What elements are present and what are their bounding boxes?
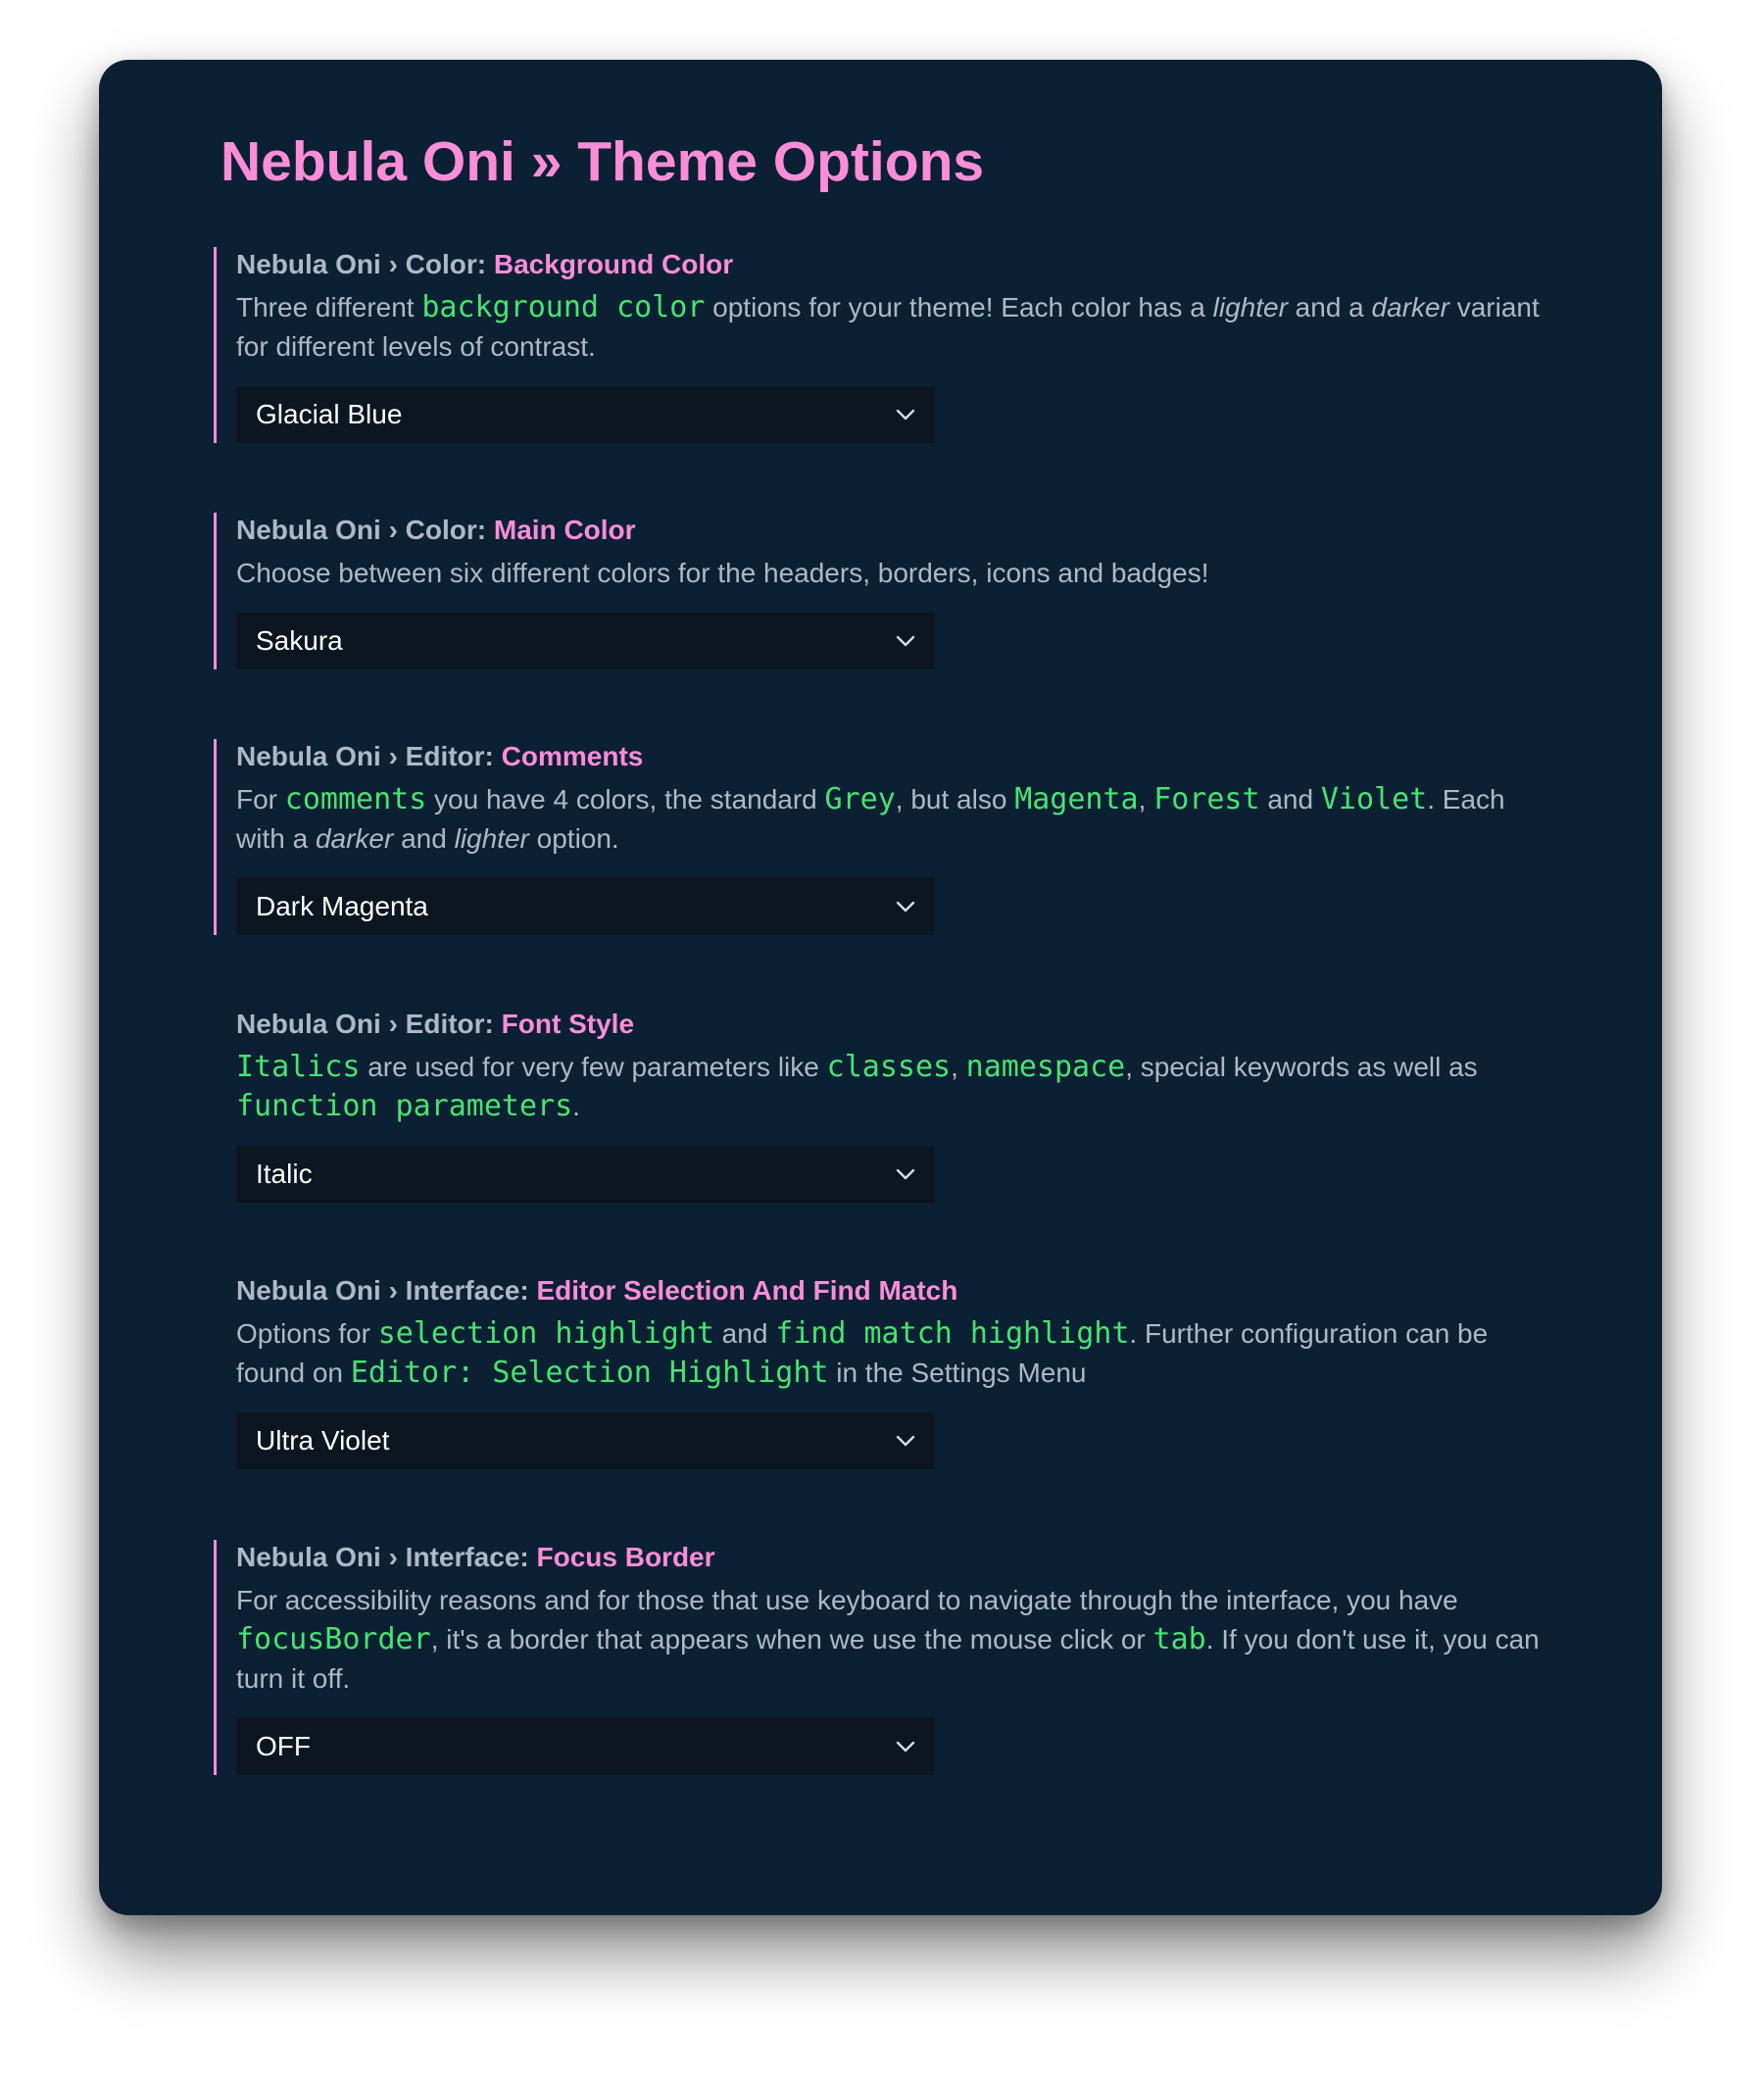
setting-category: Nebula Oni › Color: xyxy=(236,249,494,279)
desc-emphasis: darker xyxy=(1371,292,1449,322)
desc-text: and xyxy=(1259,784,1321,815)
chevron-down-icon xyxy=(894,895,917,918)
setting-name: Focus Border xyxy=(536,1542,715,1572)
desc-code: selection highlight xyxy=(377,1316,714,1351)
setting-description xyxy=(236,288,1549,367)
desc-text: , xyxy=(951,1052,966,1082)
desc-text: option. xyxy=(528,823,619,854)
desc-code: comments xyxy=(284,782,427,816)
desc-text: . If you don't use it, you can turn it off. xyxy=(236,1624,1540,1694)
setting-title xyxy=(236,1273,1546,1309)
setting-title xyxy=(236,1007,1546,1042)
setting-category: Nebula Oni › Interface: xyxy=(236,1542,537,1572)
desc-emphasis: lighter xyxy=(1212,292,1288,322)
desc-text: Options for xyxy=(236,1318,378,1349)
setting-background-color xyxy=(214,247,1546,443)
chevron-down-icon xyxy=(894,1429,917,1453)
setting-description xyxy=(236,780,1549,859)
settings-window xyxy=(99,60,1662,1915)
setting-category: Nebula Oni › Interface: xyxy=(236,1275,537,1306)
desc-text: . Further configuration can be found on xyxy=(236,1318,1489,1388)
desc-text: are used for very few parameters like xyxy=(360,1052,827,1082)
desc-text: you have 4 colors, the standard xyxy=(426,784,825,815)
desc-code: tab xyxy=(1152,1622,1206,1656)
desc-text: . xyxy=(572,1091,580,1121)
chevron-down-icon xyxy=(894,1735,917,1758)
desc-emphasis: lighter xyxy=(454,823,529,854)
focus-border-dropdown[interactable] xyxy=(236,1718,935,1775)
setting-focus-border xyxy=(214,1540,1546,1775)
chevron-down-icon xyxy=(894,629,917,653)
desc-code: namespace xyxy=(965,1050,1126,1084)
desc-code: background color xyxy=(421,290,706,324)
setting-category: Nebula Oni › Editor: xyxy=(236,741,502,771)
background-color-dropdown[interactable] xyxy=(236,386,935,443)
main-color-dropdown[interactable] xyxy=(236,613,935,669)
dropdown-value: Glacial Blue xyxy=(256,399,403,429)
setting-comments xyxy=(214,739,1546,935)
desc-text: in the Settings Menu xyxy=(828,1358,1087,1388)
setting-name: Main Color xyxy=(493,515,636,545)
dropdown-value: Sakura xyxy=(256,625,343,656)
desc-code: function parameters xyxy=(236,1089,573,1123)
desc-emphasis: darker xyxy=(315,823,394,854)
desc-text: Three different xyxy=(236,292,422,322)
chevron-down-icon xyxy=(894,1162,917,1186)
page-title: Nebula Oni » Theme Options xyxy=(220,130,985,193)
setting-title xyxy=(236,1540,1546,1575)
setting-font-style xyxy=(214,1007,1546,1203)
desc-code: Editor: Selection Highlight xyxy=(350,1356,829,1390)
setting-description xyxy=(236,554,1549,593)
chevron-down-icon xyxy=(894,403,917,426)
setting-category: Nebula Oni › Editor: xyxy=(236,1009,502,1039)
desc-text: . Each with a xyxy=(236,784,1505,854)
desc-code: classes xyxy=(826,1050,952,1084)
desc-text: , it's a border that appears when we use the mouse click or xyxy=(430,1624,1153,1654)
comments-dropdown[interactable] xyxy=(236,878,935,935)
setting-description xyxy=(236,1048,1549,1126)
desc-text: For xyxy=(236,784,285,815)
font-style-dropdown[interactable] xyxy=(236,1146,935,1203)
setting-title xyxy=(236,513,1546,548)
desc-code: Violet xyxy=(1320,782,1428,816)
desc-text: options for your theme! Each color has a xyxy=(705,292,1213,322)
desc-text: and xyxy=(713,1318,776,1349)
setting-name: Editor Selection And Find Match xyxy=(536,1275,958,1306)
desc-text: , but also xyxy=(895,784,1015,815)
dropdown-value: OFF xyxy=(256,1731,311,1761)
dropdown-value: Italic xyxy=(256,1159,313,1189)
setting-title xyxy=(236,739,1546,774)
setting-title xyxy=(236,247,1546,282)
setting-description xyxy=(236,1581,1549,1699)
desc-text: and xyxy=(393,823,455,854)
dropdown-value: Ultra Violet xyxy=(256,1425,390,1456)
setting-name: Background Color xyxy=(493,249,734,279)
setting-editor-selection xyxy=(214,1273,1546,1469)
setting-category: Nebula Oni › Color: xyxy=(236,515,494,545)
setting-name: Font Style xyxy=(501,1009,635,1039)
desc-text: variant for different levels of contrast. xyxy=(236,292,1540,362)
desc-code: Magenta xyxy=(1014,782,1139,816)
desc-text: For accessibility reasons and for those that use keyboard to navigate through the interface, you have xyxy=(236,1585,1458,1615)
desc-text: , xyxy=(1138,784,1154,815)
editor-selection-dropdown[interactable] xyxy=(236,1412,935,1469)
desc-text: Choose between six different colors for the headers, borders, icons and badges! xyxy=(236,558,1209,588)
setting-description xyxy=(236,1314,1549,1393)
desc-code: Forest xyxy=(1153,782,1260,816)
setting-main-color xyxy=(214,513,1546,669)
desc-text: , special keywords as well as xyxy=(1125,1052,1478,1082)
desc-code: focusBorder xyxy=(236,1622,431,1656)
setting-name: Comments xyxy=(501,741,644,771)
desc-code: Grey xyxy=(824,782,896,816)
dropdown-value: Dark Magenta xyxy=(256,891,428,921)
desc-text: and a xyxy=(1287,292,1372,322)
desc-code: Italics xyxy=(236,1050,361,1084)
desc-code: find match highlight xyxy=(775,1316,1130,1351)
